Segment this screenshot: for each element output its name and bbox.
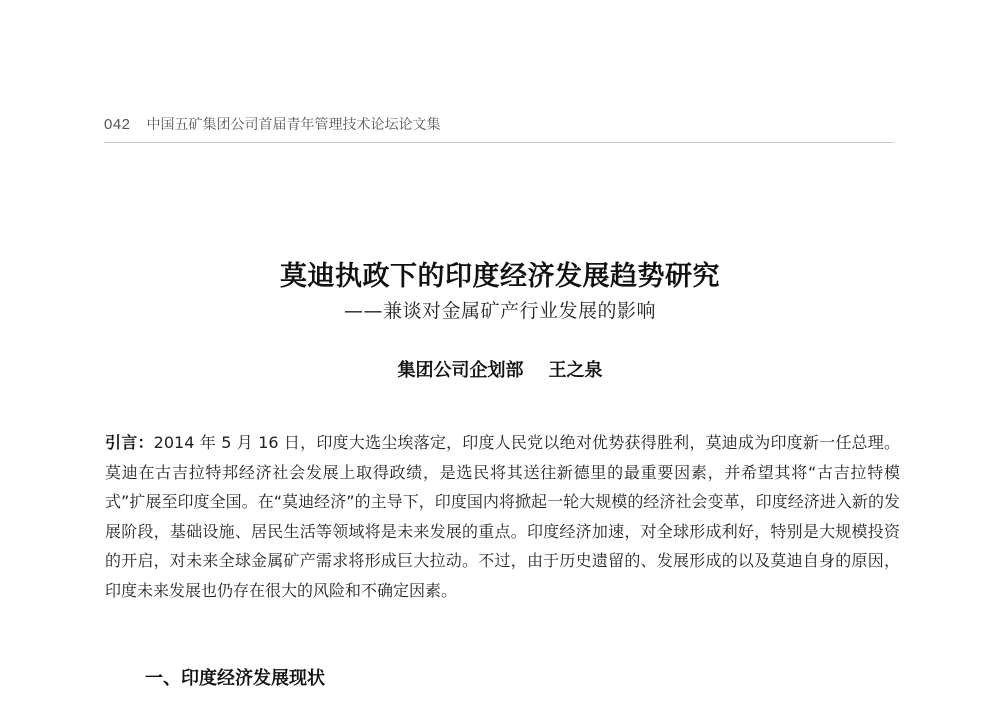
cropped-text-line xyxy=(140,700,900,710)
article-title: 莫迪执政下的印度经济发展趋势研究 xyxy=(280,261,720,292)
header-divider xyxy=(104,142,894,143)
running-header xyxy=(104,113,441,135)
cropped-text-fragment xyxy=(140,700,900,710)
article-subtitle: ——兼谈对金属矿产行业发展的影响 xyxy=(343,300,656,322)
collection-title: 中国五矿集团公司首届青年管理技术论坛论文集 xyxy=(146,117,441,133)
page-number: 042 xyxy=(104,115,131,133)
abstract-text: 2014 年 5 月 16 日，印度大选尘埃落定，印度人民党以绝对优势获得胜利，莫迪成为印度新一任总理。莫迪在古吉拉特邦经济社会发展上取得政绩，是选民将其送往新德里的最重要因素，并希望其将“古吉拉特模式”扩展至印度全国。在“莫迪经济”的主导下，印度国内将掀起一轮大规模的经济社会变革，印度经济进入新的发展阶段，基础设施、居民生活等领域将是未来发展的重点。印度经济加速，对全球形成利好，特别是大规模投资的开启，对未来全球金属矿产需求将形成巨大拉动。不过，由于历史遗留的、发展形成的以及莫迪自身的原因，印度未来发展也仍存在很大的风险和不确定因素。 xyxy=(105,433,900,600)
section-heading: 一、印度经济发展现状 xyxy=(145,668,325,689)
article-byline: 集团公司企划部 王之泉 xyxy=(397,360,603,381)
abstract-paragraph xyxy=(105,428,900,606)
abstract-label: 引言： xyxy=(105,433,154,452)
